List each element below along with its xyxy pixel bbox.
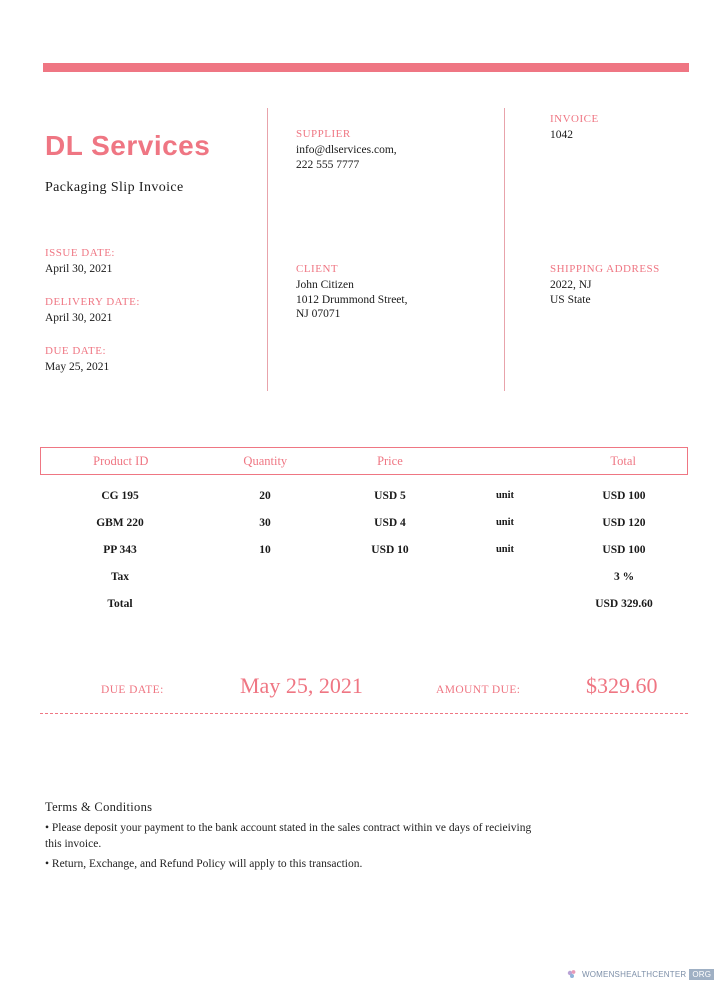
terms-line-2: • Return, Exchange, and Refund Policy will apply to this transaction. — [45, 858, 363, 871]
footer-site-name: WOMENSHEALTHCENTER — [582, 970, 687, 979]
supplier-block — [296, 128, 397, 172]
summary-due-date-label: DUE DATE: — [101, 684, 164, 696]
cell-product-id: GBM 220 — [96, 516, 144, 529]
summary-amount-due-value: $329.60 — [586, 673, 658, 698]
cell-tax-value: 3 % — [613, 570, 635, 583]
cell-quantity: 10 — [259, 543, 271, 556]
summary-divider — [40, 713, 688, 714]
supplier-email: info@dlservices.com, — [296, 144, 397, 156]
shipping-address-block — [550, 263, 660, 307]
cell-unit: unit — [495, 517, 515, 528]
table-row — [40, 536, 688, 563]
table-header-row — [40, 447, 688, 475]
table-row — [40, 482, 688, 509]
client-address-line1: 1012 Drummond Street, — [296, 293, 408, 306]
due-date-value: May 25, 2021 — [45, 361, 110, 373]
cell-price: USD 10 — [371, 543, 409, 556]
issue-date-label: ISSUE DATE: — [45, 247, 115, 259]
cell-quantity: 20 — [259, 489, 271, 502]
cell-total-label: Total — [107, 597, 133, 610]
cell-product-id: CG 195 — [101, 489, 139, 502]
header-accent-bar — [43, 63, 689, 72]
delivery-date-label: DELIVERY DATE: — [45, 296, 140, 308]
cell-unit: unit — [495, 490, 515, 501]
table-row-tax — [40, 563, 688, 590]
column-header-quantity: Quantity — [243, 453, 288, 468]
column-header-price: Price — [377, 453, 403, 468]
supplier-phone: 222 555 7777 — [296, 158, 360, 171]
issue-date-block — [45, 247, 115, 277]
invoice-number-block — [550, 113, 599, 143]
delivery-date-value: April 30, 2021 — [45, 312, 113, 324]
cell-total-value: USD 329.60 — [595, 597, 653, 610]
line-items-table — [40, 447, 688, 617]
terms-line-1: • Please deposit your payment to the bank account stated in the sales contract within ve days of recieiving — [45, 822, 532, 834]
cell-unit: unit — [495, 544, 515, 555]
cell-total: USD 100 — [602, 489, 646, 502]
due-date-block — [45, 345, 109, 375]
client-address-line2: NJ 07071 — [296, 308, 341, 321]
cell-price: USD 4 — [374, 516, 406, 529]
terms-and-conditions — [45, 800, 645, 873]
cell-total: USD 120 — [602, 516, 646, 529]
vertical-divider-right — [504, 108, 505, 391]
supplier-label: SUPPLIER — [296, 128, 351, 140]
invoice-number: 1042 — [550, 129, 573, 141]
company-subtitle: Packaging Slip Invoice — [45, 180, 184, 195]
invoice-label: INVOICE — [550, 113, 599, 125]
cell-tax-label: Tax — [110, 570, 130, 583]
terms-line-1b: this invoice. — [45, 837, 102, 850]
footer-tld: ORG — [689, 969, 714, 980]
company-name: DL Services — [45, 130, 211, 161]
summary-amount-due-label: AMOUNT DUE: — [436, 684, 521, 696]
table-row — [40, 509, 688, 536]
footer-watermark — [566, 968, 714, 981]
cell-total: USD 100 — [602, 543, 646, 556]
shipping-address-label: SHIPPING ADDRESS — [550, 263, 660, 275]
column-header-total: Total — [610, 453, 636, 468]
cell-price: USD 5 — [374, 489, 406, 502]
summary-due-date-value: May 25, 2021 — [240, 673, 363, 698]
client-block — [296, 263, 407, 322]
table-row-total — [40, 590, 688, 617]
shipping-address-line1: 2022, NJ — [550, 279, 592, 291]
column-header-product-id: Product ID — [93, 453, 149, 468]
vertical-divider-left — [267, 108, 268, 391]
client-name: John Citizen — [296, 279, 354, 291]
cell-product-id: PP 343 — [103, 543, 137, 556]
due-date-label: DUE DATE: — [45, 345, 107, 357]
delivery-date-block — [45, 296, 140, 326]
issue-date-value: April 30, 2021 — [45, 263, 113, 275]
shipping-address-line2: US State — [550, 293, 591, 306]
payment-summary-strip — [40, 668, 688, 718]
terms-title: Terms & Conditions — [45, 800, 153, 814]
cell-quantity: 30 — [259, 516, 271, 529]
flower-logo-icon — [566, 968, 579, 981]
client-label: CLIENT — [296, 263, 339, 275]
